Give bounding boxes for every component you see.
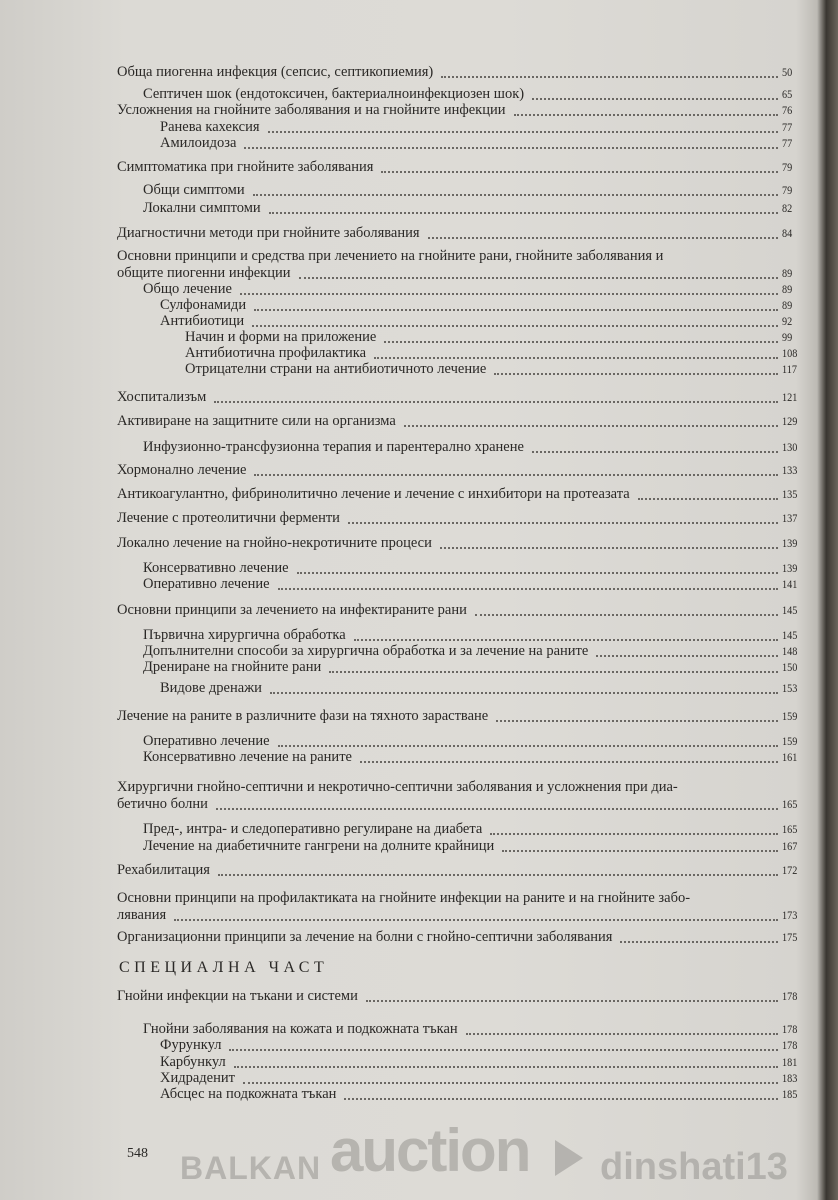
entry-page: 159: [782, 709, 798, 723]
dot-leader: [269, 200, 778, 214]
section-heading: СПЕЦИАЛНА ЧАСТ: [119, 959, 329, 976]
dot-leader: [344, 1086, 778, 1100]
toc-entry: [0, 159, 838, 175]
dot-leader: [514, 102, 778, 116]
entry-title: Антибиотична профилактика: [185, 345, 367, 361]
entry-title: Антибиотици: [160, 313, 245, 329]
toc-entry: [0, 200, 838, 216]
dot-leader: [174, 907, 778, 921]
toc-entry: [0, 602, 838, 618]
entry-title: Основни принципи и средства при лечението на гнойните рани, гнойните заболявания и: [117, 248, 664, 264]
entry-page: 165: [782, 797, 798, 811]
dot-leader: [638, 486, 778, 500]
dot-leader: [440, 535, 778, 549]
entry-title: Основни принципи на профилактиката на гнойните инфекции на раните и на гнойните забо-: [117, 890, 691, 906]
entry-title: Локално лечение на гнойно-некротичните процеси: [117, 535, 432, 551]
toc-entry: [0, 119, 838, 135]
entry-page: 181: [782, 1055, 798, 1069]
entry-title: Активиране на защитните сили на организма: [117, 413, 396, 429]
entry-page: 108: [782, 346, 798, 360]
toc-entry-line: [0, 779, 838, 795]
toc-entry: [0, 708, 838, 724]
entry-title: Консервативно лечение на раните: [143, 749, 352, 765]
toc-entry: [0, 313, 838, 329]
dot-leader: [214, 389, 778, 403]
entry-title: Ранева кахексия: [160, 119, 260, 135]
toc-entry: [0, 297, 838, 313]
toc-entry-line: [0, 890, 838, 906]
toc-entry: [0, 749, 838, 765]
entry-page: 89: [782, 266, 793, 280]
toc-entry: [0, 135, 838, 151]
toc-entry: [0, 1086, 838, 1102]
entry-title: Септичен шок (ендотоксичен, бактериалноинфекциозен шок): [143, 86, 525, 102]
dot-leader: [234, 1054, 778, 1068]
toc-entry: [0, 576, 838, 592]
dot-leader: [496, 708, 778, 722]
entry-page: 145: [782, 628, 798, 642]
dot-leader: [216, 796, 778, 810]
entry-title: Гнойни заболявания на кожата и подкожната тъкан: [143, 1021, 458, 1037]
toc-entry: [0, 680, 838, 696]
entry-page: 99: [782, 330, 793, 344]
entry-page: 145: [782, 603, 798, 617]
dot-leader: [243, 1070, 778, 1084]
toc-entry: [0, 361, 838, 377]
entry-page: 165: [782, 822, 798, 836]
entry-title: Рехабилитация: [117, 862, 210, 878]
toc-entry: [0, 345, 838, 361]
entry-page: 148: [782, 644, 798, 658]
dot-leader: [354, 627, 778, 641]
toc-entry: [0, 659, 838, 675]
toc-entry: [0, 1054, 838, 1070]
toc-entry: [0, 796, 838, 812]
play-icon: [555, 1140, 583, 1176]
entry-title: Диагностични методи при гнойните заболявания: [117, 225, 420, 241]
dot-leader: [278, 576, 778, 590]
entry-title: Абсцес на подкожната тъкан: [160, 1086, 337, 1102]
toc-entry: [0, 1021, 838, 1037]
entry-title: Допълнителни способи за хирургична обработка и за лечение на раните: [143, 643, 589, 659]
entry-page: 121: [782, 390, 798, 404]
entry-page: 161: [782, 750, 798, 764]
toc-entry: [0, 265, 838, 281]
entry-page: 159: [782, 734, 798, 748]
entry-title: Антикоагулантно, фибринолитично лечение и лечение с инхибитори на протеазата: [117, 486, 630, 502]
dot-leader: [490, 821, 778, 835]
entry-page: 79: [782, 183, 793, 197]
dot-leader: [374, 345, 778, 359]
dot-leader: [620, 929, 778, 943]
entry-title: Обща пиогенна инфекция (сепсис, септикопиемия): [117, 64, 434, 80]
entry-page: 79: [782, 160, 793, 174]
entry-page: 130: [782, 440, 798, 454]
entry-title: Амилоидоза: [160, 135, 237, 151]
entry-title: Видове дренажи: [160, 680, 262, 696]
entry-title: Оперативно лечение: [143, 733, 270, 749]
entry-title: Лечение на диабетичните гангрени на долните крайници: [143, 838, 495, 854]
toc-entry: [0, 510, 838, 526]
entry-page: 178: [782, 1038, 798, 1052]
toc-entry: [0, 486, 838, 502]
entry-page: 137: [782, 511, 798, 525]
entry-title: Лечение на раните в различните фази на тяхното зарастване: [117, 708, 489, 724]
toc-entry-line: [0, 248, 838, 264]
entry-title: Лечение с протеолитични ферменти: [117, 510, 340, 526]
toc-entry: [0, 329, 838, 345]
toc-entry: [0, 821, 838, 837]
toc-entry: [0, 560, 838, 576]
toc-entry: [0, 102, 838, 118]
dot-leader: [381, 159, 778, 173]
entry-page: 82: [782, 201, 793, 215]
toc-entry: [0, 929, 838, 945]
entry-title: Карбункул: [160, 1054, 226, 1070]
entry-title: Дрениране на гнойните рани: [143, 659, 322, 675]
toc-entry: [0, 439, 838, 455]
entry-title: Сулфонамиди: [160, 297, 247, 313]
toc-entry: [0, 535, 838, 551]
dot-leader: [254, 462, 778, 476]
entry-page: 141: [782, 577, 798, 591]
entry-title: Локални симптоми: [143, 200, 261, 216]
entry-title: Консервативно лечение: [143, 560, 289, 576]
entry-title: Първична хирургична обработка: [143, 627, 346, 643]
entry-title: Усложнения на гнойните заболявания и на гнойните инфекции: [117, 102, 506, 118]
toc-entry: [0, 838, 838, 854]
dot-leader: [244, 135, 778, 149]
dot-leader: [348, 510, 778, 524]
dot-leader: [360, 749, 778, 763]
entry-page: 77: [782, 136, 793, 150]
dot-leader: [475, 602, 778, 616]
entry-title: бетично болни: [117, 796, 208, 812]
entry-page: 135: [782, 487, 798, 501]
entry-page: 92: [782, 314, 793, 328]
entry-title: Оперативно лечение: [143, 576, 270, 592]
dot-leader: [229, 1037, 778, 1051]
dot-leader: [384, 329, 778, 343]
dot-leader: [596, 643, 778, 657]
toc-entry: [0, 733, 838, 749]
toc-entry: [0, 907, 838, 923]
dot-leader: [252, 313, 778, 327]
dot-leader: [268, 119, 778, 133]
entry-page: 167: [782, 839, 798, 853]
entry-title: Гнойни инфекции на тъкани и системи: [117, 988, 358, 1004]
toc-entry: [0, 64, 838, 80]
toc-entry: [0, 643, 838, 659]
entry-title: Инфузионно-трансфузионна терапия и парентерално хранене: [143, 439, 524, 455]
entry-page: 77: [782, 120, 793, 134]
entry-page: 89: [782, 298, 793, 312]
entry-page: 139: [782, 536, 798, 550]
watermark-line3: dinshati13: [600, 1146, 788, 1188]
dot-leader: [502, 838, 778, 852]
dot-leader: [532, 439, 778, 453]
entry-page: 50: [782, 65, 793, 79]
dot-leader: [253, 182, 778, 196]
entry-page: 185: [782, 1087, 798, 1101]
entry-title: Общо лечение: [143, 281, 232, 297]
entry-page: 117: [782, 362, 797, 376]
entry-page: 76: [782, 103, 793, 117]
toc-entry: [0, 462, 838, 478]
entry-title: Организационни принципи за лечение на болни с гнойно-септични заболявания: [117, 929, 613, 945]
dot-leader: [441, 64, 778, 78]
dot-leader: [532, 86, 778, 100]
entry-page: 129: [782, 414, 798, 428]
toc-entry: [0, 86, 838, 102]
entry-page: 65: [782, 87, 793, 101]
entry-title: лявания: [117, 907, 167, 923]
dot-leader: [366, 988, 778, 1002]
toc-entry: [0, 225, 838, 241]
entry-page: 178: [782, 989, 798, 1003]
entry-page: 172: [782, 863, 798, 877]
toc-entry: [0, 1037, 838, 1053]
entry-title: Хидраденит: [160, 1070, 235, 1086]
entry-page: 153: [782, 681, 798, 695]
entry-title: общите пиогенни инфекции: [117, 265, 291, 281]
entry-page: 133: [782, 463, 798, 477]
dot-leader: [329, 659, 778, 673]
toc-entry: [0, 281, 838, 297]
dot-leader: [218, 862, 778, 876]
entry-title: Хормонално лечение: [117, 462, 247, 478]
toc-entry: [0, 988, 838, 1004]
entry-page: 139: [782, 561, 798, 575]
dot-leader: [240, 281, 778, 295]
dot-leader: [428, 225, 778, 239]
page-number: 548: [127, 1146, 148, 1161]
entry-title: Отрицателни страни на антибиотичното лечение: [185, 361, 487, 377]
dot-leader: [297, 560, 778, 574]
entry-title: Пред-, интра- и следоперативно регулиране на диабета: [143, 821, 483, 837]
dot-leader: [278, 733, 778, 747]
entry-title: Симптоматика при гнойните заболявания: [117, 159, 374, 175]
entry-page: 175: [782, 930, 798, 944]
toc-entry: [0, 627, 838, 643]
entry-page: 178: [782, 1022, 798, 1036]
entry-title: Фурункул: [160, 1037, 222, 1053]
entry-page: 84: [782, 226, 793, 240]
toc-entry: [0, 389, 838, 405]
dot-leader: [494, 361, 778, 375]
entry-title: Хирургични гнойно-септични и некротично-септични заболявания и усложнения при диа-: [117, 779, 678, 795]
watermark-line1: BALKAN: [180, 1150, 322, 1186]
entry-title: Начин и форми на приложение: [185, 329, 377, 345]
toc-entry: [0, 1070, 838, 1086]
entry-title: Хоспитализъм: [117, 389, 207, 405]
entry-page: 183: [782, 1071, 798, 1085]
dot-leader: [270, 680, 778, 694]
toc-entry: [0, 182, 838, 198]
entry-page: 89: [782, 282, 793, 296]
dot-leader: [466, 1021, 778, 1035]
watermark-line2: auction: [330, 1117, 530, 1184]
entry-page: 173: [782, 908, 798, 922]
toc-entry: [0, 413, 838, 429]
entry-page: 150: [782, 660, 798, 674]
dot-leader: [254, 297, 778, 311]
toc-entry: [0, 862, 838, 878]
dot-leader: [404, 413, 778, 427]
entry-title: Общи симптоми: [143, 182, 245, 198]
dot-leader: [299, 265, 778, 279]
entry-title: Основни принципи за лечението на инфектираните рани: [117, 602, 467, 618]
